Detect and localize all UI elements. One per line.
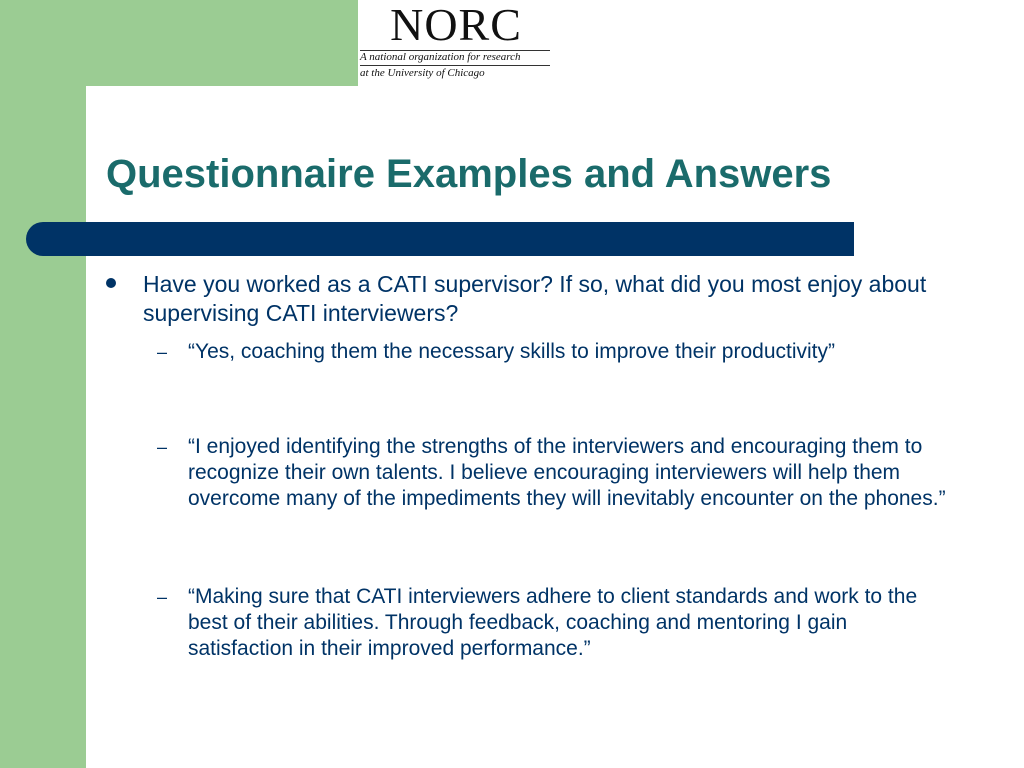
logo-wordmark: NORC [390, 0, 522, 50]
logo-tagline-1: A national organization for research [360, 51, 521, 63]
title-underline-bar [26, 222, 850, 256]
answer-text: “Making sure that CATI interviewers adhere to client standards and work to the best of their abilities. Through feedback, coaching and mentoring I gain satisfaction in their improved performance.” [188, 585, 918, 660]
slide-title: Questionnaire Examples and Answers [106, 152, 832, 196]
logo-tagline-2: at the University of Chicago [360, 67, 485, 79]
answer-text: “I enjoyed identifying the strengths of the interviewers and encouraging them to recognize their own talents. I believe encouraging interviewers will help them overcome many of the impediments they will inevitably encounter on the phones.” [188, 435, 946, 510]
title-underline-bar-end [848, 222, 854, 256]
green-left-band [0, 0, 86, 768]
dash-icon: – [157, 342, 168, 362]
question-text: Have you worked as a CATI supervisor? If so, what did you most enjoy about supervising CATI interviewers? [143, 271, 927, 326]
norc-logo [358, 0, 554, 86]
dash-icon: – [157, 587, 168, 607]
answer-text: “Yes, coaching them the necessary skills to improve their productivity” [188, 340, 836, 363]
dash-icon: – [157, 437, 168, 457]
green-top-band [0, 0, 358, 86]
bullet-dot-icon [106, 278, 116, 288]
